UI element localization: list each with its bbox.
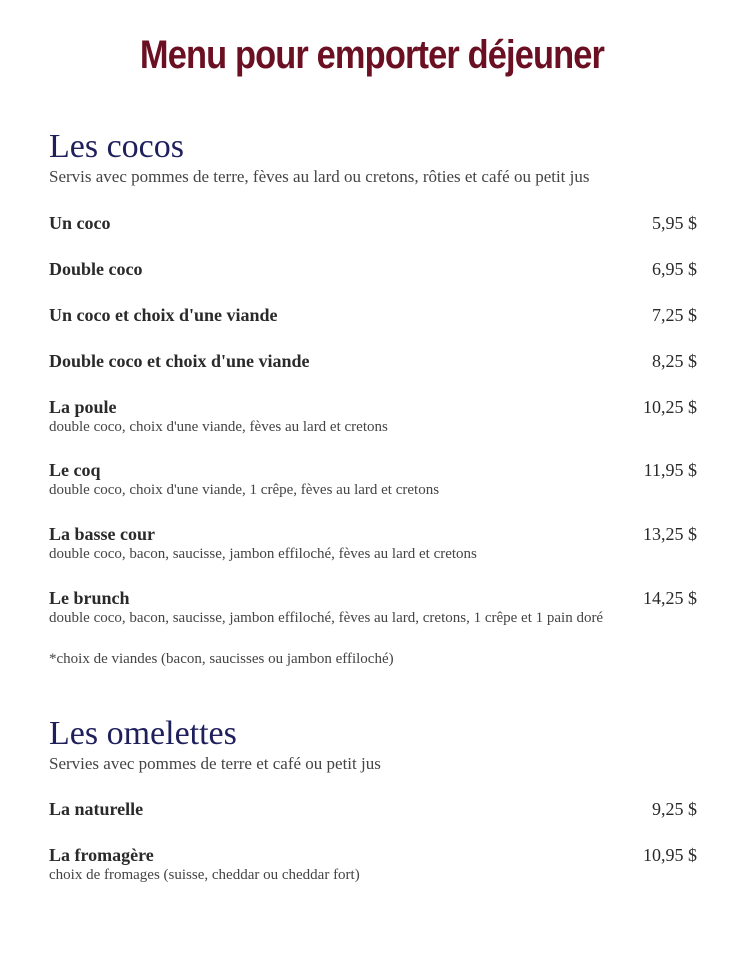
section-title: Les cocos [49,128,185,165]
menu-item [49,350,697,372]
item-price: 10,95 $ [643,845,697,865]
menu-item [49,304,697,326]
item-price: 10,25 $ [643,397,697,417]
section-subtitle: Servies avec pommes de terre et café ou petit jus [49,754,381,773]
section-cocos [49,128,697,667]
section-subtitle: Servis avec pommes de terre, fèves au lard ou cretons, rôties et café ou petit jus [49,167,590,186]
item-price: 11,95 $ [643,460,697,480]
item-name: La fromagère [49,845,154,865]
menu-item [49,798,697,820]
item-name: Un coco et choix d'une viande [49,305,278,325]
menu-item [49,212,697,234]
item-price: 13,25 $ [643,524,697,544]
menu-item [49,396,697,437]
menu-item [49,258,697,280]
item-name: Le coq [49,460,101,480]
item-description: double coco, bacon, saucisse, jambon effiloché, fèves au lard, cretons, 1 crêpe et 1 pain doré [49,610,604,626]
item-name: Un coco [49,213,111,233]
item-price: 14,25 $ [643,588,697,608]
menu-item [49,844,697,885]
item-name: Double coco [49,259,143,279]
section-omelettes [49,715,697,883]
item-description: double coco, choix d'une viande, fèves au lard et cretons [49,419,388,435]
item-description: double coco, bacon, saucisse, jambon effiloché, fèves au lard et cretons [49,546,477,562]
item-price: 5,95 $ [652,213,697,233]
item-name: La basse cour [49,524,156,544]
item-name: Double coco et choix d'une viande [49,351,310,371]
footnote: *choix de viandes (bacon, saucisses ou jambon effiloché) [49,651,394,667]
menu-item [49,459,697,500]
item-price: 9,25 $ [652,799,697,819]
menu-item [49,523,697,564]
item-description: choix de fromages (suisse, cheddar ou cheddar fort) [49,867,360,883]
item-price: 7,25 $ [652,305,697,325]
section-title: Les omelettes [49,715,237,752]
item-name: La naturelle [49,799,144,819]
item-price: 8,25 $ [652,351,697,371]
item-name: La poule [49,397,117,417]
menu-item [49,587,697,628]
page-title: Menu pour emporter déjeuner [139,33,605,77]
item-description: double coco, choix d'une viande, 1 crêpe, fèves au lard et cretons [49,482,440,498]
item-name: Le brunch [49,588,130,608]
item-price: 6,95 $ [652,259,697,279]
